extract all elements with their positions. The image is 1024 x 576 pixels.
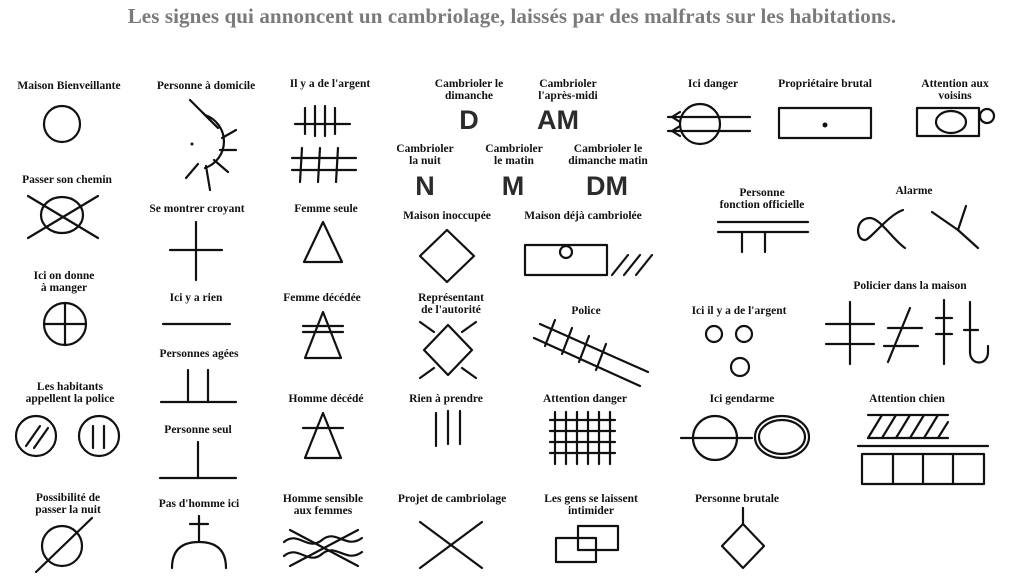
label-ici-il-y-a-de-largent: Ici il y a de l'argent xyxy=(691,305,787,317)
letters-d: D xyxy=(459,105,479,135)
sun-arc-symbol-personne-a-domicile xyxy=(186,100,236,190)
label-ici-danger: Ici danger xyxy=(687,78,739,90)
label-personne-seul: Personne seul xyxy=(164,424,232,436)
label-attention-aux-voisins: Attention aux voisins xyxy=(921,78,989,102)
label-homme-sensible-femmes: Homme sensible aux femmes xyxy=(282,493,364,517)
rect-circles-symbol-attention-aux-voisins xyxy=(917,108,994,136)
diamond-ticks-symbol-representant-autorite xyxy=(420,322,476,378)
label-alarme: Alarme xyxy=(895,185,933,197)
page-title: Les signes qui annoncent un cambriolage, laissés par des malfrats sur les habitations. xyxy=(127,4,897,28)
gate-symbol-personnes-agees xyxy=(161,370,236,402)
letters-n: N xyxy=(415,171,435,201)
label-personne-brutale: Personne brutale xyxy=(694,493,780,505)
label-attention-danger: Attention danger xyxy=(542,393,628,405)
label-rien-a-prendre: Rien à prendre xyxy=(409,393,483,405)
three-bars-symbol-rien-a-prendre xyxy=(436,411,460,446)
label-projet-de-cambriolage: Projet de cambriolage xyxy=(397,493,507,505)
label-ici-on-donne-a-manger: Ici on donne à manger xyxy=(33,270,95,294)
triangle-bar-symbol-homme-decede xyxy=(303,413,343,458)
label-cambrioler-dimanche: Cambrioler le dimanche xyxy=(434,78,504,102)
label-cambrioler-apres-midi: Cambrioler l'après-midi xyxy=(538,78,598,102)
label-ici-y-a-rien: Ici y a rien xyxy=(169,292,223,304)
label-il-y-a-de-largent: Il y a de l'argent xyxy=(289,78,371,90)
label-se-montrer-croyant: Se montrer croyant xyxy=(149,203,245,215)
letters-m: M xyxy=(501,171,525,201)
label-pas-dhomme-ici: Pas d'homme ici xyxy=(158,498,240,510)
label-personne-a-domicile: Personne à domicile xyxy=(156,80,256,92)
label-personne-fonction-officielle: Personne fonction officielle xyxy=(719,187,805,211)
crossed-circle-symbol-passer-son-chemin xyxy=(28,196,98,238)
lines-symbol-personne-fonction-officielle xyxy=(718,222,808,252)
x-symbol-projet-de-cambriolage xyxy=(420,522,482,568)
label-maison-inoccupee: Maison inoccupée xyxy=(403,210,491,222)
diamond-symbol-maison-inoccupee xyxy=(420,230,474,282)
label-maison-deja-cambriolee: Maison déjà cambriolée xyxy=(524,210,642,222)
label-femme-seule: Femme seule xyxy=(294,203,358,215)
label-personnes-agees: Personnes agées xyxy=(159,348,239,360)
label-police: Police xyxy=(571,305,601,317)
label-gens-se-laissent-intimider: Les gens se laissent intimider xyxy=(544,493,638,517)
rect-dot-symbol-proprietaire-brutal xyxy=(779,108,871,138)
triangle-crossed-symbol-femme-decedee xyxy=(303,312,343,358)
letters-dm: DM xyxy=(586,171,628,201)
dome-cross-symbol-pas-dhomme-ici xyxy=(172,516,226,568)
inverted-t-symbol-personne-seul xyxy=(160,442,236,478)
danger-circle-symbol-ici-danger xyxy=(668,104,750,144)
label-proprietaire-brutal: Propriétaire brutal xyxy=(778,78,872,90)
policier-symbols-policier-dans-la-maison xyxy=(826,300,988,364)
overlapping-rects-symbol-gens-se-laissent-intimider xyxy=(556,526,618,562)
label-passer-son-chemin: Passer son chemin xyxy=(22,174,112,186)
label-cambrioler-nuit: Cambrioler la nuit xyxy=(396,143,454,167)
waves-symbol-homme-sensible-femmes xyxy=(284,530,362,566)
label-cambrioler-dimanche-matin: Cambrioler le dimanche matin xyxy=(568,143,648,167)
label-homme-decede: Homme décédé xyxy=(288,393,364,405)
diamond-stem-symbol-personne-brutale xyxy=(722,508,764,568)
label-les-habitants-appellent-police: Les habitants appellent la police xyxy=(25,381,115,405)
label-maison-bienveillante: Maison Bienveillante xyxy=(17,80,121,92)
rect-slashes-symbol-maison-deja-cambriolee xyxy=(525,245,652,275)
label-policier-dans-la-maison: Policier dans la maison xyxy=(853,280,967,292)
circle-slash-symbol-possibilite-passer-nuit xyxy=(36,518,92,572)
letters-am: AM xyxy=(537,105,579,135)
cross-symbol-se-montrer-croyant xyxy=(170,222,222,280)
label-representant-autorite: Représentant de l'autorité xyxy=(418,292,484,316)
triangle-symbol-femme-seule xyxy=(304,222,342,262)
circle-symbol-maison-bienveillante xyxy=(44,106,80,142)
dog-hatch-symbol-attention-chien xyxy=(858,415,988,484)
tally-symbol-il-y-a-de-largent xyxy=(292,106,356,182)
three-circles-symbol-ici-il-y-a-de-largent xyxy=(706,326,752,376)
circle-cross-symbol-ici-on-donne-a-manger xyxy=(44,303,86,345)
label-possibilite-passer-nuit: Possibilité de passer la nuit xyxy=(35,492,101,516)
hatched-lines-symbol-police xyxy=(534,320,648,386)
two-circles-symbol-les-habitants-appellent-police xyxy=(16,416,119,456)
label-attention-chien: Attention chien xyxy=(869,393,945,405)
alpha-symbol-alarme xyxy=(858,206,978,248)
label-ici-gendarme: Ici gendarme xyxy=(709,393,775,405)
label-femme-decedee: Femme décédée xyxy=(283,292,361,304)
label-cambrioler-matin: Cambrioler le matin xyxy=(485,143,543,167)
gendarme-symbol-ici-gendarme xyxy=(681,416,809,460)
grid-symbol-attention-danger xyxy=(550,412,615,464)
